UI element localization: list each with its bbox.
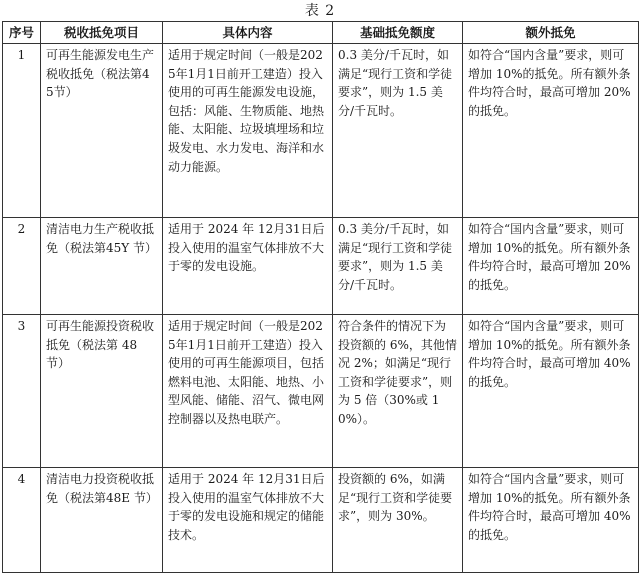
table-caption: 表 2 <box>304 3 336 19</box>
table-row <box>3 315 639 468</box>
row-content: 适用于 2024 年 12月31日后投入使用的温室气体排放不大于零的发电设施。 <box>163 218 333 315</box>
row-content: 适用于规定时间（一般是2025年1月1日前开工建造）投入使用的可再生能源发电设施，包括：风能、生物质能、地热能、太阳能、垃圾填埋场和垃圾发电、水力发电、海洋和水动力能源。 <box>163 44 333 218</box>
row-extra-credit: 如符合“国内含量”要求，则可增加 10%的抵免。所有额外条件均符合时，最高可增加 20%的抵免。 <box>463 218 639 315</box>
row-credit-item: 清洁电力投资税收抵免（税法第48E 节） <box>41 468 163 573</box>
table-row <box>3 468 639 573</box>
row-extra-credit: 如符合“国内含量”要求，则可增加 10%的抵免。所有额外条件均符合时，最高可增加 40%的抵免。 <box>463 468 639 573</box>
table-header-row <box>3 22 639 44</box>
row-base-credit: 投资额的 6%，如满足“现行工资和学徒要求”，则为 30%。 <box>333 468 463 573</box>
row-content: 适用于 2024 年 12月31日后投入使用的温室气体排放不大于零的发电设施和规定的储能技术。 <box>163 468 333 573</box>
row-number: 4 <box>3 468 41 573</box>
row-number: 3 <box>3 315 41 468</box>
header-content: 具体内容 <box>163 22 333 44</box>
table-row <box>3 44 639 218</box>
row-extra-credit: 如符合“国内含量”要求，则可增加 10%的抵免。所有额外条件均符合时，最高可增加 40%的抵免。 <box>463 315 639 468</box>
row-credit-item: 清洁电力生产税收抵免（税法第45Y 节） <box>41 218 163 315</box>
row-credit-item: 可再生能源投资税收抵免（税法第 48 节） <box>41 315 163 468</box>
row-extra-credit: 如符合“国内含量”要求，则可增加 10%的抵免。所有额外条件均符合时，最高可增加 20%的抵免。 <box>463 44 639 218</box>
row-base-credit: 符合条件的情况下为投资额的 6%，其他情况 2%；如满足“现行工资和学徒要求”，则为 5 倍（30%或 10%）。 <box>333 315 463 468</box>
header-credit-item: 税收抵免项目 <box>41 22 163 44</box>
row-content: 适用于规定时间（一般是2025年1月1日前开工建造）投入使用的可再生能源项目，包括燃料电池、太阳能、地热、小型风能、储能、沼气、微电网控制器以及热电联产。 <box>163 315 333 468</box>
row-base-credit: 0.3 美分/千瓦时，如满足“现行工资和学徒要求”，则为 1.5 美分/千瓦时。 <box>333 44 463 218</box>
table-row <box>3 218 639 315</box>
row-number: 1 <box>3 44 41 218</box>
row-credit-item: 可再生能源发电生产税收抵免（税法第45节） <box>41 44 163 218</box>
header-base-credit: 基础抵免额度 <box>333 22 463 44</box>
header-number: 序号 <box>3 22 41 44</box>
row-number: 2 <box>3 218 41 315</box>
header-extra-credit: 额外抵免 <box>463 22 639 44</box>
row-base-credit: 0.3 美分/千瓦时，如满足“现行工资和学徒要求”，则为 1.5 美分/千瓦时。 <box>333 218 463 315</box>
tax-credit-table <box>2 21 639 573</box>
